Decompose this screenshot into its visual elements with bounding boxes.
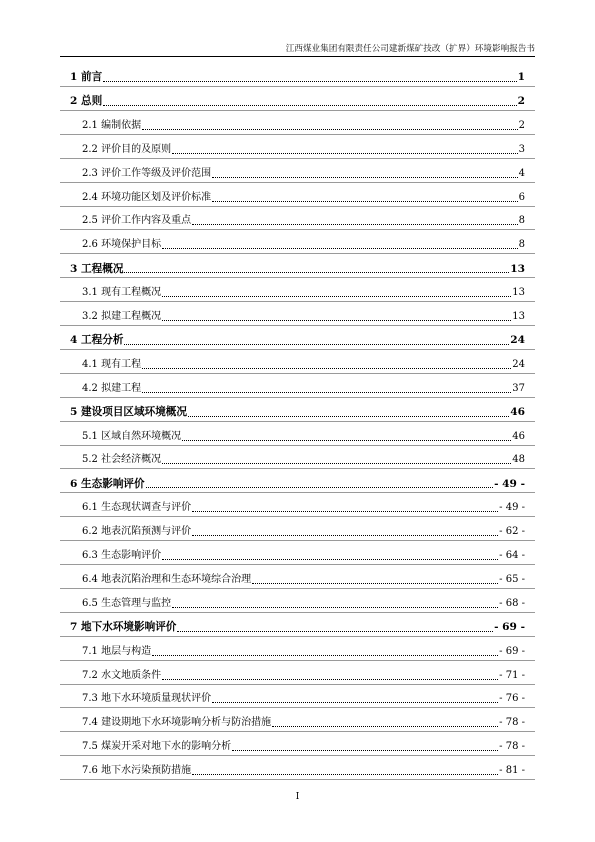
toc-dot-leader (162, 463, 511, 464)
toc-entry-title: 3 工程概况 (70, 262, 124, 275)
toc-row-divider (60, 397, 535, 398)
toc-entry-page: 46 (512, 430, 525, 442)
toc-dot-leader (212, 702, 498, 703)
toc-entry-title: 6.2 地表沉陷预测与评价 (82, 526, 192, 538)
toc-entry-title: 4.2 拟建工程 (82, 382, 142, 394)
toc-entry-title: 3.2 拟建工程概况 (82, 311, 162, 322)
toc-chapter-entry[interactable] (70, 91, 525, 107)
toc-entry-page: - 78 - (499, 741, 525, 753)
toc-row-divider (60, 660, 535, 661)
toc-dot-leader (142, 129, 518, 130)
toc-dot-leader (152, 655, 498, 656)
toc-dot-leader (177, 631, 493, 632)
toc-dot-leader (192, 224, 518, 225)
toc-entry-title: 6.5 生态管理与监控 (82, 597, 172, 609)
toc-dot-leader (142, 392, 511, 393)
toc-row-divider (60, 206, 535, 207)
toc-entry-page: - 49 - (499, 502, 525, 514)
toc-dot-leader (103, 81, 516, 82)
header-text: 江西煤业集团有限责任公司建新煤矿技改（扩界）环境影响报告书 (285, 44, 535, 54)
toc-chapter-entry[interactable] (70, 67, 525, 83)
toc-entry-title: 7.1 地层与构造 (82, 645, 152, 657)
toc-row-divider (60, 612, 535, 613)
toc-dot-leader (188, 416, 509, 417)
toc-entry-title: 3.1 现有工程概况 (82, 287, 162, 299)
toc-entry-title: 4.1 现有工程 (82, 358, 142, 370)
toc-entry-title: 7.5 煤炭开采对地下水的影响分析 (82, 741, 232, 753)
toc-row-divider (60, 253, 535, 254)
toc-entry-title: 5.1 区域自然环境概况 (82, 430, 182, 442)
toc-row-divider (60, 707, 535, 708)
toc-entry-page: - 78 - (499, 717, 525, 729)
toc-entry-page: - 76 - (499, 693, 525, 705)
toc-entry-page: 13 (512, 311, 525, 322)
toc-section-entry[interactable] (70, 234, 525, 250)
toc-entry-page: - 64 - (499, 550, 525, 561)
toc-entry-title: 2.3 评价工作等级及评价范围 (82, 167, 212, 179)
toc-entry-title: 7.4 建设期地下水环境影响分析与防治措施 (82, 717, 272, 729)
toc-entry-page: 6 (518, 191, 525, 203)
toc-entry-title: 7.3 地下水环境质量现状评价 (82, 693, 212, 705)
page-number: I (295, 792, 300, 802)
toc-entry-title: 6.4 地表沉陷治理和生态环境综合治理 (82, 573, 252, 585)
toc-section-entry[interactable] (70, 354, 525, 370)
toc-entry-title: 2.1 编制依据 (82, 119, 142, 131)
toc-entry-page: - 69 - (499, 645, 525, 657)
toc-dot-leader (192, 535, 498, 536)
toc-dot-leader (146, 487, 493, 488)
toc-section-entry[interactable] (70, 115, 525, 131)
toc-dot-leader (212, 177, 518, 178)
toc-row-divider (60, 445, 535, 446)
toc-entry-page: 13 (512, 287, 525, 299)
toc-entry-page: 13 (510, 262, 525, 275)
toc-section-entry[interactable] (70, 688, 525, 704)
toc-dot-leader (212, 201, 518, 202)
toc-row-divider (60, 134, 535, 135)
toc-dot-leader (232, 750, 498, 751)
toc-row-divider (60, 492, 535, 493)
toc-entry-page: 1 (517, 71, 525, 84)
toc-dot-leader (192, 774, 498, 775)
toc-chapter-entry[interactable] (70, 473, 525, 489)
toc-row-divider (60, 86, 535, 87)
toc-entry-page: 37 (512, 382, 525, 394)
toc-entry-title: 6 生态影响评价 (70, 477, 145, 490)
toc-entry-title: 5 建设项目区域环境概况 (70, 406, 187, 418)
toc-row-divider (60, 229, 535, 230)
toc-dot-leader (252, 583, 498, 584)
toc-entry-page: - 68 - (499, 597, 525, 609)
toc-dot-leader (192, 511, 498, 512)
toc-chapter-entry[interactable] (70, 402, 525, 418)
toc-entry-title: 4 工程分析 (70, 334, 124, 347)
toc-row-divider (60, 731, 535, 732)
toc-entry-title: 2.4 环境功能区划及评价标准 (82, 191, 212, 203)
toc-row-divider (60, 158, 535, 159)
toc-section-entry[interactable] (70, 378, 525, 394)
toc-dot-leader (124, 272, 509, 273)
toc-row-divider (60, 373, 535, 374)
toc-dot-leader (162, 296, 511, 297)
toc-entry-page: 2 (517, 95, 525, 108)
page-footer (0, 792, 595, 802)
toc-entry-page: 8 (518, 215, 525, 227)
toc-section-entry[interactable] (70, 163, 525, 179)
toc-section-entry[interactable] (70, 139, 525, 155)
toc-dot-leader (172, 607, 498, 608)
toc-entry-page: - 65 - (499, 573, 525, 585)
toc-row-divider (60, 516, 535, 517)
toc-dot-leader (272, 726, 498, 727)
toc-section-entry[interactable] (70, 593, 525, 609)
toc-entry-title: 7.6 地下水污染预防措施 (82, 765, 192, 777)
toc-dot-leader (124, 344, 509, 345)
toc-dot-leader (162, 320, 511, 321)
toc-section-entry[interactable] (70, 306, 525, 322)
toc-entry-title: 2 总则 (70, 95, 103, 108)
toc-entry-title: 1 前言 (70, 71, 103, 84)
toc-section-entry[interactable] (70, 545, 525, 561)
toc-row-divider (60, 110, 535, 111)
toc-entry-title: 7.2 水文地质条件 (82, 669, 162, 681)
toc-row-divider (60, 564, 535, 565)
toc-dot-leader (162, 679, 498, 680)
toc-entry-title: 2.5 评价工作内容及重点 (82, 215, 192, 227)
toc-dot-leader (162, 559, 498, 560)
toc-entry-page: - 69 - (494, 621, 525, 634)
toc-section-entry[interactable] (70, 497, 525, 513)
toc-section-entry[interactable] (70, 210, 525, 226)
toc-chapter-entry[interactable] (70, 617, 525, 633)
toc-entry-page: 24 (512, 358, 525, 370)
toc-entry-page: 4 (518, 167, 525, 179)
toc-section-entry[interactable] (70, 187, 525, 203)
toc-entry-title: 6.3 生态影响评价 (82, 550, 162, 561)
toc-section-entry[interactable] (70, 760, 525, 776)
toc-entry-page: 2 (518, 119, 525, 131)
toc-section-entry[interactable] (70, 569, 525, 585)
toc-row-divider (60, 325, 535, 326)
toc-dot-leader (182, 440, 511, 441)
toc-row-divider (60, 301, 535, 302)
toc-entry-title: 6.1 生态现状调查与评价 (82, 502, 192, 514)
toc-row-divider (60, 588, 535, 589)
toc-section-entry[interactable] (70, 282, 525, 298)
toc-row-divider (60, 468, 535, 469)
toc-section-entry[interactable] (70, 736, 525, 752)
toc-section-entry[interactable] (70, 521, 525, 537)
toc-section-entry[interactable] (70, 665, 525, 681)
toc-dot-leader (162, 248, 518, 249)
toc-dot-leader (142, 368, 511, 369)
toc-dot-leader (103, 105, 516, 106)
toc-row-divider (60, 755, 535, 756)
toc-entry-page: 8 (518, 239, 525, 251)
toc-row-divider (60, 779, 535, 780)
toc-entry-page: - 49 - (494, 477, 525, 490)
toc-entry-page: 48 (512, 454, 525, 466)
toc-entry-title: 5.2 社会经济概况 (82, 454, 162, 466)
toc-entry-title: 2.6 环境保护目标 (82, 239, 162, 251)
toc-section-entry[interactable] (70, 426, 525, 442)
toc-row-divider (60, 277, 535, 278)
toc-entry-page: - 71 - (499, 669, 525, 681)
toc-entry-title: 7 地下水环境影响评价 (70, 621, 177, 634)
toc-entry-page: 24 (510, 334, 525, 347)
toc-row-divider (60, 684, 535, 685)
toc-entry-page: - 81 - (499, 765, 525, 777)
toc-row-divider (60, 349, 535, 350)
toc-section-entry[interactable] (70, 449, 525, 465)
toc-entry-page: - 62 - (499, 526, 525, 538)
toc-chapter-entry[interactable] (70, 330, 525, 346)
toc-entry-page: 46 (510, 406, 525, 418)
toc-chapter-entry[interactable] (70, 258, 525, 274)
toc-section-entry[interactable] (70, 712, 525, 728)
toc-row-divider (60, 540, 535, 541)
toc-dot-leader (172, 153, 518, 154)
toc-entry-title: 2.2 评价目的及原则 (82, 143, 172, 155)
toc-row-divider (60, 182, 535, 183)
toc-row-divider (60, 636, 535, 637)
toc-row-divider (60, 421, 535, 422)
toc-entry-page: 3 (518, 143, 525, 155)
toc-section-entry[interactable] (70, 641, 525, 657)
